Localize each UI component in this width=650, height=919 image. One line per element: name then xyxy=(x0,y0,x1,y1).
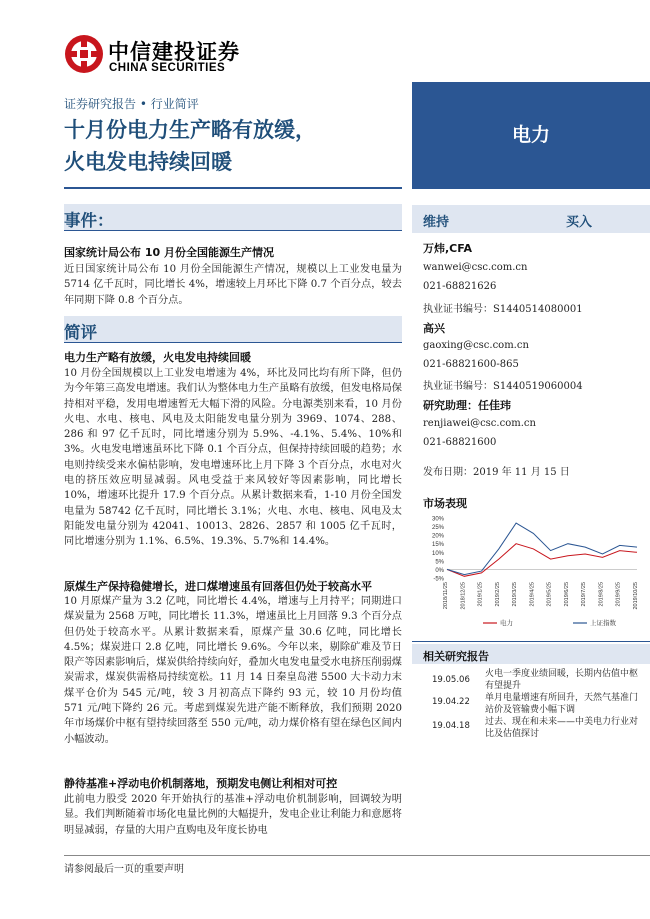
comment-subhead-2: 原煤生产保持稳健增长，进口煤增速虽有回落但仍处于较高水平 xyxy=(64,580,372,593)
title-line-2: 火电发电持续回暖 xyxy=(64,150,232,174)
x-tick-label: 2019/4/25 xyxy=(529,582,536,607)
rating-maintain: 维持 xyxy=(423,215,450,230)
title-divider xyxy=(64,187,402,189)
company-seal-icon xyxy=(64,34,104,74)
x-tick-label: 2018/12/25 xyxy=(460,582,467,610)
assistant-email[interactable]: renjiawei@csc.com.cn xyxy=(423,418,536,429)
comment-para-3: 此前电力股受 2020 年开始执行的基准+浮动电价机制影响，回调较为明显。我们判断随着市场化电量比例的大幅提升，发电企业让利能力和意愿将明显减弱，存量的大用户直购电及年度长协电 xyxy=(64,794,402,836)
assistant-name: 研究助理：任佳玮 xyxy=(423,399,511,412)
company-logo xyxy=(64,34,249,82)
publish-date: 发布日期：2019 年 11 月 15 日 xyxy=(423,467,570,478)
x-tick-label: 2019/8/25 xyxy=(598,582,605,607)
event-text: 近日国家统计局公布 10 月份全国能源生产情况，规模以上工业发电量为 5714 亿千瓦时，同比增长 4%，增速较上月环比下降 0.7 个百分点，较去年同期下降 0.8 个百分点。 xyxy=(64,264,402,306)
y-tick-label: -5% xyxy=(433,576,444,583)
event-underline xyxy=(64,230,402,231)
related-text-1[interactable]: 火电一季度业绩回暖，长期内估值中枢有望提升 xyxy=(485,669,639,691)
industry-label: 电力 xyxy=(511,124,550,146)
comment-subhead-1: 电力生产略有放缓，火电发电持续回暖 xyxy=(64,351,251,364)
comment-section-bar xyxy=(64,316,402,342)
related-title: 相关研究报告 xyxy=(423,650,489,663)
y-tick-label: 10% xyxy=(431,550,444,557)
analyst2-name: 高兴 xyxy=(423,322,445,335)
x-tick-label: 2019/3/25 xyxy=(512,582,519,607)
related-date-3: 19.04.18 xyxy=(432,721,470,731)
y-tick-label: 30% xyxy=(431,516,444,523)
x-tick-label: 2019/6/25 xyxy=(563,582,570,607)
chart-separator xyxy=(412,641,650,642)
analyst2-email[interactable]: gaoxing@csc.com.cn xyxy=(423,340,529,351)
x-tick-label: 2019/2/25 xyxy=(494,582,501,607)
x-tick-label: 2019/5/25 xyxy=(546,582,553,607)
y-tick-label: 25% xyxy=(431,525,444,532)
event-section-title: 事件： xyxy=(64,211,114,230)
analyst1-name: 万炜,CFA xyxy=(423,242,473,255)
analyst2-phone: 021-68821600-865 xyxy=(423,359,519,370)
comment-underline xyxy=(64,342,402,343)
series-line-1 xyxy=(447,523,637,575)
analyst1-email[interactable]: wanwei@csc.com.cn xyxy=(423,262,528,273)
industry-banner xyxy=(412,82,650,189)
y-tick-label: 15% xyxy=(431,542,444,549)
series-line-0 xyxy=(447,544,637,577)
related-text-2[interactable]: 单月电量增速有所回升，天然气基准门站价及管输费小幅下调 xyxy=(485,693,639,715)
x-tick-label: 2019/9/25 xyxy=(615,582,622,607)
related-date-1: 19.05.06 xyxy=(432,675,470,685)
assistant-phone: 021-68821600 xyxy=(423,437,497,448)
title-line-1: 十月份电力生产略有放缓， xyxy=(64,118,316,142)
comment-para-1: 10 月份全国规模以上工业发电增速为 4%，环比及同比均有所下降，但仍为今年第三高发电增速。我们认为整体电力生产虽略有放缓，但发电格局保持相对平稳，发用电增速暂无大幅下滑的风险。分电源类别来看，10 月份火电、水电、核电、风电及太阳能发电量分别为 3969、1074、288、286 和 97 亿千瓦时，同比增速分别为 5.9%、-4.1%、5.4%、10%和 3%。火电发电增速虽环比下降 0.1 个百分点，但保持持续回暖的趋势；水电则持续受来水偏枯影响，发电增速环比上月下降 3 个百分点，水电对火电的挤压效应明显减弱。风电受益于来风较好等因素影响，同比增长 10%，增速环比提升 17.9 个百分点。从累计数据来看，1-10 月份全国发电量为 58742 亿千瓦时，同比增长 3.1%；火电、水电、核电、风电及太阳能发电量分别为 42041、10013、2826、2857 和 1005 亿千瓦时，同比增速分别为 1.1%、6.5%、19.3%、5.7%和 14.4%。 xyxy=(64,368,402,548)
analyst1-phone: 021-68821626 xyxy=(423,281,497,292)
analyst1-cert: 执业证书编号：S1440514080001 xyxy=(423,304,583,315)
event-section-bar xyxy=(64,204,402,230)
comment-section-title: 简评 xyxy=(64,323,97,342)
comment-subhead-3: 静待基准+浮动电价机制落地，预期发电侧让利相对可控 xyxy=(64,777,338,790)
y-tick-label: 20% xyxy=(431,533,444,540)
brand-name-cn: 中信建投证券 xyxy=(108,40,240,64)
related-text-3[interactable]: 过去、现在和未来——中美电力行业对比及估值探讨 xyxy=(485,717,639,739)
x-tick-label: 2018/11/25 xyxy=(443,582,449,610)
x-tick-label: 2019/1/25 xyxy=(477,582,484,607)
related-date-2: 19.04.22 xyxy=(432,697,470,707)
y-tick-label: 5% xyxy=(435,559,444,566)
x-tick-label: 2019/10/25 xyxy=(633,582,639,610)
event-subhead: 国家统计局公布 10 月份全国能源生产情况 xyxy=(64,246,274,259)
brand-name-en: CHINA SECURITIES xyxy=(109,62,226,74)
analyst2-cert: 执业证书编号：S1440519060004 xyxy=(423,381,583,392)
report-type: 证券研究报告 • 行业简评 xyxy=(64,97,199,111)
rating-buy: 买入 xyxy=(566,215,593,230)
footer-disclaimer: 请参阅最后一页的重要声明 xyxy=(64,864,184,875)
footer-divider xyxy=(64,855,650,856)
market-title: 市场表现 xyxy=(423,497,467,510)
report-title xyxy=(64,114,404,178)
legend-label: 上证指数 xyxy=(590,619,616,627)
legend-label: 电力 xyxy=(500,619,513,627)
market-performance-chart xyxy=(423,512,641,630)
y-tick-label: 0% xyxy=(435,567,444,574)
x-tick-label: 2019/7/25 xyxy=(581,582,588,607)
comment-para-2: 10 月原煤产量为 3.2 亿吨，同比增长 4.4%，增速与上月持平；同期进口煤炭量为 2568 万吨，同比增长 11.3%，增速虽比上月回落 9.3 个百分点但仍处于较高水平。从累计数据来看，原煤产量 30.6 亿吨，同比增长 4.5%；煤炭进口 2.8 亿吨，同比增长 9.6%。今年以来，剔除矿难及节日限产等因素影响后，煤炭供给持续向好，叠加火电发电量受水电挤压削弱煤炭需求，煤炭供需格局持续宽松。11 月 14 日秦皇岛港 5500 大卡动力末煤平仓价为 545 元/吨，较 3 月初高点下降约 93 元，较 10 月份均值 571 元/吨下降约 26 元。考虑到煤炭先进产能不断释放，我们预期 2020 年市场煤价中枢有望持续回落至 550 元/吨，动力煤价格有望在绿色区间内小幅波动。 xyxy=(64,596,402,745)
